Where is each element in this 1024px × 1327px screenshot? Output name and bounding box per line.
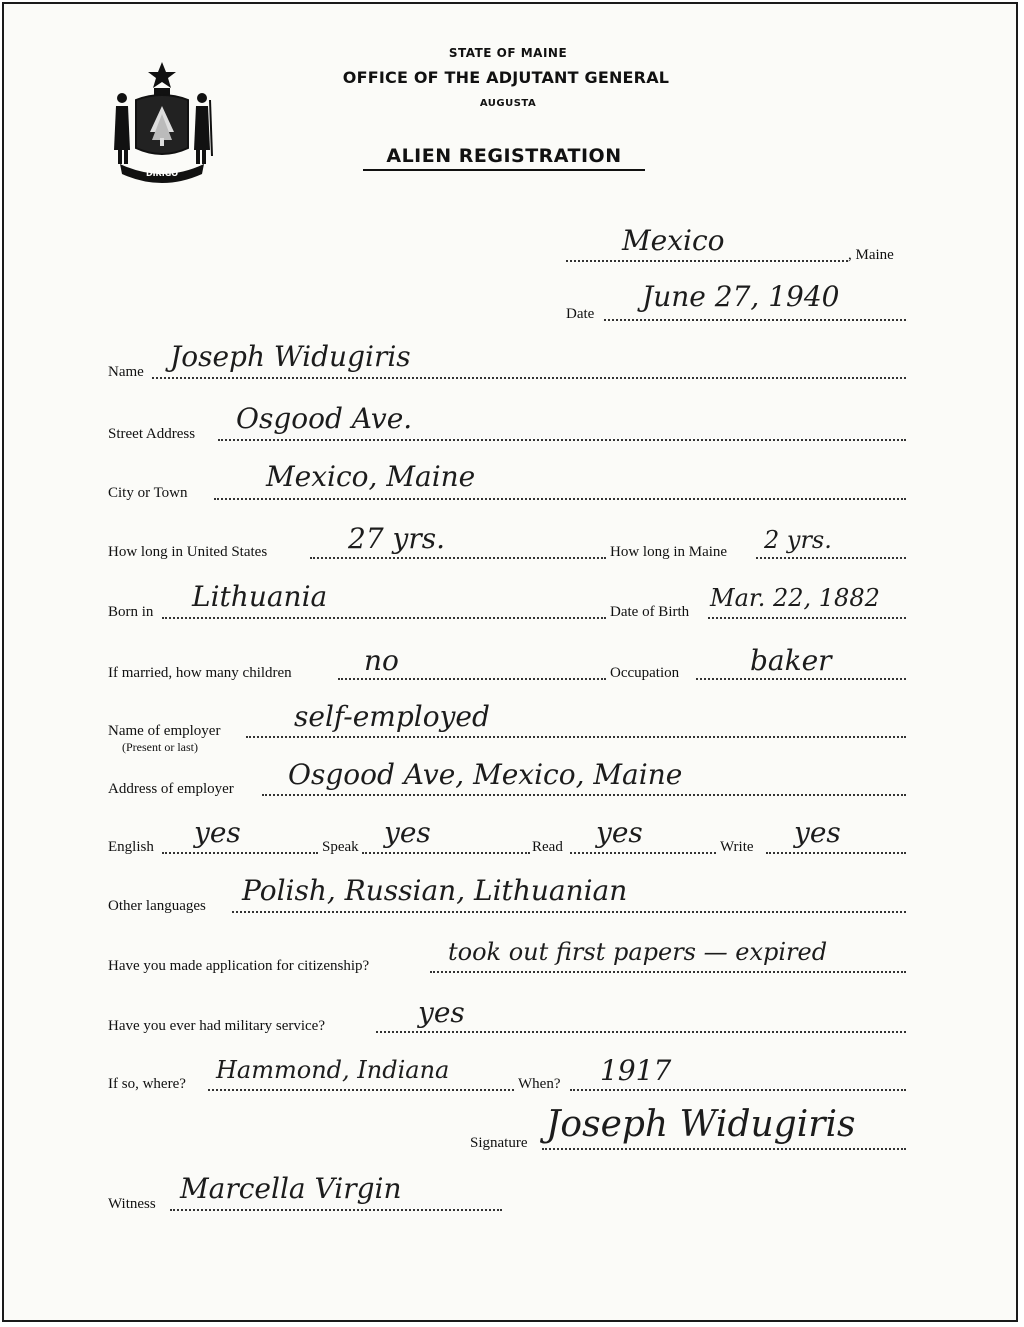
english-label: English (108, 839, 154, 855)
name-label: Name (108, 364, 144, 380)
employer-line (246, 736, 906, 738)
date-line (604, 319, 906, 321)
place-line (566, 260, 848, 262)
military-value[interactable]: yes (418, 996, 465, 1029)
read-line (570, 852, 716, 854)
seal-motto: DIRIGO (145, 169, 179, 178)
maine-duration-label: How long in Maine (610, 544, 728, 560)
write-label: Write (720, 839, 754, 855)
citizenship-line (430, 971, 906, 973)
occupation-label: Occupation (610, 665, 680, 681)
where-label: If so, where? (108, 1076, 186, 1092)
other-languages-value[interactable]: Polish, Russian, Lithuanian (242, 874, 628, 907)
when-value[interactable]: 1917 (600, 1054, 672, 1087)
maine-duration-line (756, 557, 906, 559)
military-label: Have you ever had military service? (108, 1018, 325, 1034)
header-office: OFFICE OF THE ADJUTANT GENERAL (342, 68, 670, 87)
street-value[interactable]: Osgood Ave. (236, 402, 413, 435)
citizenship-label: Have you made application for citizenship? (108, 958, 370, 974)
employer-value[interactable]: self-employed (294, 700, 490, 733)
city-town-line (214, 498, 906, 500)
us-duration-value[interactable]: 27 yrs. (348, 522, 446, 555)
signature-label: Signature (470, 1135, 528, 1151)
employer-label: Name of employer (108, 723, 221, 739)
speak-label: Speak (322, 839, 359, 855)
children-label: If married, how many children (108, 665, 292, 681)
street-line (218, 439, 906, 441)
form-title: ALIEN REGISTRATION (363, 145, 645, 171)
dob-label: Date of Birth (610, 604, 690, 620)
children-value[interactable]: no (364, 644, 399, 677)
city-town-label: City or Town (108, 485, 188, 501)
where-line (208, 1089, 514, 1091)
military-line (376, 1031, 906, 1033)
place-value[interactable]: Mexico (622, 224, 725, 257)
read-label: Read (532, 839, 563, 855)
employer-address-label: Address of employer (108, 781, 234, 797)
registration-form (2, 2, 1018, 1322)
date-label: Date (566, 306, 595, 322)
street-label: Street Address (108, 426, 196, 442)
born-line (162, 617, 606, 619)
write-line (766, 852, 906, 854)
place-suffix: , Maine (848, 247, 894, 263)
dob-value[interactable]: Mar. 22, 1882 (710, 584, 880, 612)
citizenship-value[interactable]: took out first papers — expired (448, 938, 828, 966)
children-line (338, 678, 606, 680)
occupation-line (696, 678, 906, 680)
signature-line (542, 1148, 906, 1150)
occupation-value[interactable]: baker (750, 644, 832, 677)
city-town-value[interactable]: Mexico, Maine (266, 460, 476, 493)
header-city: AUGUSTA (479, 98, 537, 109)
us-duration-line (310, 557, 606, 559)
english-line (162, 852, 318, 854)
employer-sublabel: (Present or last) (122, 740, 198, 754)
name-line (152, 377, 906, 379)
header-state: STATE OF MAINE (448, 46, 568, 60)
when-label: When? (518, 1076, 561, 1092)
speak-value[interactable]: yes (384, 816, 431, 849)
other-languages-label: Other languages (108, 898, 206, 914)
write-value[interactable]: yes (794, 816, 841, 849)
dob-line (708, 617, 906, 619)
read-value[interactable]: yes (596, 816, 643, 849)
witness-label: Witness (108, 1196, 156, 1212)
employer-address-value[interactable]: Osgood Ave, Mexico, Maine (288, 758, 683, 791)
english-value[interactable]: yes (194, 816, 241, 849)
when-line (570, 1089, 906, 1091)
witness-value[interactable]: Marcella Virgin (180, 1172, 402, 1205)
maine-duration-value[interactable]: 2 yrs. (764, 526, 832, 554)
born-value[interactable]: Lithuania (192, 580, 328, 613)
us-duration-label: How long in United States (108, 544, 268, 560)
signature-value[interactable]: Joseph Widugiris (546, 1104, 856, 1145)
born-label: Born in (108, 604, 154, 620)
date-value[interactable]: June 27, 1940 (642, 280, 840, 313)
speak-line (362, 852, 530, 854)
where-value[interactable]: Hammond, Indiana (216, 1056, 450, 1084)
other-languages-line (232, 911, 906, 913)
witness-line (170, 1209, 502, 1211)
name-value[interactable]: Joseph Widugiris (170, 340, 411, 373)
employer-address-line (262, 794, 906, 796)
